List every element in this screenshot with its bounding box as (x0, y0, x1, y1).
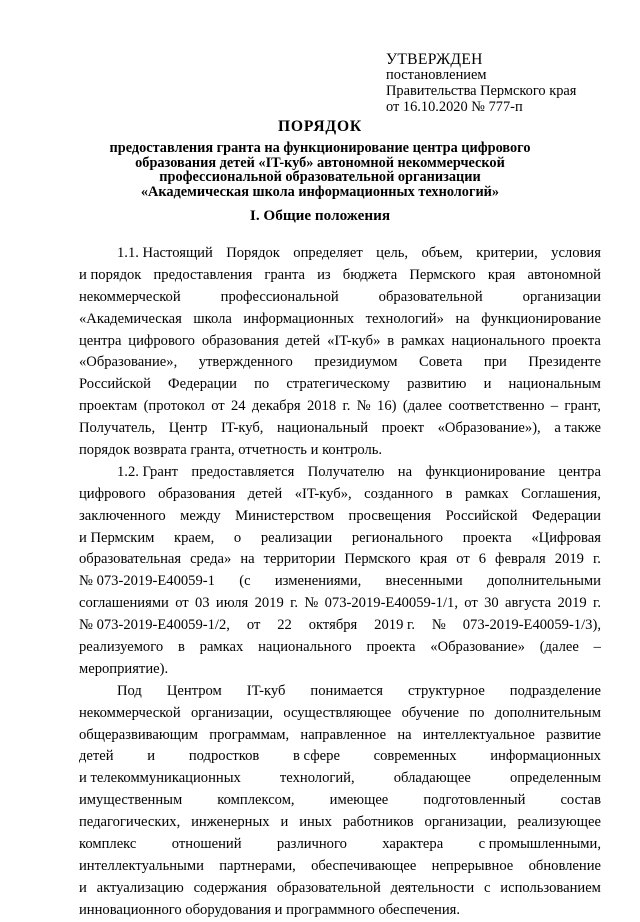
word: на (455, 310, 470, 327)
word: состав (560, 792, 601, 809)
word: цифрового (79, 485, 146, 502)
word: обеспечивающее (311, 857, 417, 874)
word: президиумом (314, 354, 398, 371)
word: 16) (377, 398, 397, 415)
word: определяет (293, 245, 363, 261)
text-line (79, 593, 601, 615)
word: объем, (421, 245, 463, 261)
word: комплексом, (217, 792, 295, 809)
word: информационных (243, 310, 355, 327)
text-line (79, 396, 601, 418)
word: среда» (190, 551, 232, 568)
word: обновление (528, 857, 601, 874)
word: некоммерческой (79, 704, 181, 721)
text-line (79, 265, 601, 287)
word: обучение (401, 704, 459, 721)
word: образования (201, 332, 279, 349)
word: – (593, 639, 601, 656)
word: различного (276, 836, 347, 853)
word: г. (592, 551, 601, 568)
word: – (550, 398, 559, 415)
word: регионального (351, 529, 444, 546)
text-line (79, 418, 601, 440)
word: определенным (509, 770, 601, 787)
approval-line: от 16.10.2020 № 777-п (386, 98, 523, 115)
subtitle-line: предоставления гранта на функционирование центра цифрового (109, 140, 531, 156)
word: края (419, 551, 448, 568)
word: Совета (419, 354, 463, 371)
word: современных (373, 748, 457, 765)
word: от (211, 398, 225, 415)
word: № 073-2019-Е40059-1/2, (79, 617, 230, 634)
text-line (79, 243, 601, 265)
word: детей (285, 332, 321, 349)
word: отношений (171, 836, 242, 853)
word: бюджета (342, 266, 398, 283)
word: IT-куб (246, 682, 286, 699)
text-line (79, 746, 601, 768)
word: организации (522, 288, 601, 305)
word: стратегическому (286, 376, 390, 393)
word: условия (551, 245, 601, 261)
subtitle-line: образования детей «IT-куб» автономной некоммерческой (135, 154, 505, 171)
word: развитие (546, 726, 601, 743)
word: школа (193, 310, 232, 327)
word: от (464, 595, 478, 612)
text-line (79, 900, 601, 922)
text-line (79, 462, 601, 484)
word: и порядок (79, 266, 142, 283)
word: национальным (508, 376, 601, 393)
word: № 073-2019-Е40059-1 (79, 573, 215, 590)
word: инженерных (191, 814, 270, 831)
word: и (483, 376, 492, 393)
word: развитию (407, 376, 467, 393)
word: о (233, 529, 242, 546)
word: образовательной (378, 288, 483, 305)
word: рамках (199, 639, 244, 656)
word: характера (382, 836, 444, 853)
word: рамках (465, 485, 509, 502)
word: на (397, 463, 413, 480)
word: а также (554, 420, 601, 437)
word: в (387, 332, 395, 349)
word: цель, (376, 245, 409, 261)
word: утвержденного (198, 354, 293, 371)
word: (далее (539, 639, 579, 656)
word: подразделение (509, 682, 601, 699)
word: обладающее (393, 770, 471, 787)
word: Российской (79, 376, 151, 393)
word: детей (79, 748, 114, 765)
word: IT-куб, (221, 420, 264, 437)
subtitle-line: профессиональной образовательной организации (159, 169, 481, 186)
word: Порядок (226, 245, 280, 261)
word: 30 (484, 595, 499, 612)
approval-line: постановлением (386, 67, 487, 83)
word: в сфере (293, 748, 340, 765)
word: организации, (424, 814, 507, 831)
word: программам, (209, 726, 290, 743)
text-line (79, 681, 601, 703)
word: центра (558, 463, 601, 480)
word: между (180, 507, 221, 524)
word: организации, (190, 704, 273, 721)
word: деятельности (390, 879, 475, 896)
word: (протокол (143, 398, 205, 415)
word: 22 (277, 617, 292, 634)
text-line (79, 834, 601, 856)
word: 6 (478, 551, 487, 568)
word: (с (239, 573, 251, 590)
text-line (79, 637, 601, 659)
text-line (79, 812, 601, 834)
text-line (79, 725, 601, 747)
word: общеразвивающим (79, 726, 199, 743)
word: и (280, 814, 289, 831)
word: краем, (174, 529, 215, 546)
word: «Академическая (79, 310, 182, 327)
word: осуществляющее (283, 704, 392, 721)
word: 1.2. Грант (117, 463, 179, 480)
word: 2019 г. (374, 617, 415, 634)
word: содержания (193, 879, 268, 896)
word: национального (451, 332, 546, 349)
word: реализующее (517, 814, 601, 831)
word: и (147, 748, 156, 765)
word: «IT-куб» (327, 332, 381, 349)
word: № (431, 617, 446, 634)
paragraph (79, 243, 601, 462)
word: Центр (168, 420, 208, 437)
word: соглашениями (79, 595, 169, 612)
word: «Образование»), (437, 420, 541, 437)
word: технологий, (279, 770, 355, 787)
word: дополнительными (486, 573, 601, 590)
word: реализации (260, 529, 333, 546)
word: на (240, 551, 255, 568)
word: рамках (400, 332, 445, 349)
word: Под (117, 682, 142, 699)
word: комплекс (79, 836, 137, 853)
word: предоставляется (191, 463, 295, 480)
word: от (456, 551, 470, 568)
document-body (79, 243, 601, 922)
text-line (79, 352, 601, 374)
word: 2019 (254, 595, 284, 612)
word: проекта (366, 639, 416, 656)
word: и телекоммуникационных (79, 770, 241, 787)
word: «Образование», (79, 354, 178, 371)
word: цифрового (128, 332, 195, 349)
word: иных (299, 814, 332, 831)
word: Получатель, (79, 420, 156, 437)
word: внесенными (385, 573, 463, 590)
word: детей (247, 485, 283, 502)
word: направленное (300, 726, 387, 743)
word: Президенте (528, 354, 601, 371)
text-line (79, 856, 601, 878)
word: имущественным (79, 792, 183, 809)
word: «Цифровая (531, 529, 601, 546)
word: территории (263, 551, 336, 568)
word: мероприятие). (79, 660, 169, 677)
word: Соглашения, (521, 485, 601, 502)
word: проект (381, 420, 424, 437)
word: непрерывное (431, 857, 514, 874)
word: подростков (188, 748, 260, 765)
word: заключенного (79, 507, 166, 524)
word: Пермского (409, 266, 476, 283)
word: из (317, 266, 331, 283)
approval-line: Правительства Пермского края (386, 82, 577, 99)
word: инновационного оборудования и программного обеспечения. (79, 901, 461, 918)
paragraph (79, 462, 601, 681)
word: с промышленными, (478, 836, 601, 853)
word: Российской (445, 507, 518, 524)
word: июля (215, 595, 249, 612)
word: понимается (310, 682, 383, 699)
word: февраля (495, 551, 546, 568)
word: Пермского (344, 551, 411, 568)
text-line (79, 615, 601, 637)
paragraph (79, 681, 601, 922)
word: г. (342, 398, 351, 415)
word: (далее (402, 398, 442, 415)
section-heading: I. Общие положения (249, 207, 391, 224)
word: подготовленный (423, 792, 526, 809)
word: на (397, 726, 412, 743)
word: педагогических, (79, 814, 181, 831)
text-line (79, 878, 601, 900)
text-line (79, 506, 601, 528)
word: образовательной (276, 879, 381, 896)
word: проектам (79, 398, 138, 415)
word: просвещения (348, 507, 432, 524)
word: по (469, 704, 485, 721)
word: образования (158, 485, 236, 502)
word: № (304, 595, 319, 612)
word: гранта (264, 266, 305, 283)
word: центра (79, 332, 122, 349)
word: «Образование» (430, 639, 525, 656)
text-line (79, 790, 601, 812)
word: «IT-куб», (294, 485, 352, 502)
text-line (79, 659, 601, 681)
word: информационных (490, 748, 601, 765)
subtitle-line: «Академическая школа информационных технологий» (140, 183, 500, 200)
word: и (79, 879, 87, 896)
word: 2019 (557, 595, 587, 612)
word: августа (505, 595, 552, 612)
text-line (79, 331, 601, 353)
word: функционирование (481, 310, 601, 327)
word: в (177, 639, 185, 656)
word: автономной (527, 266, 601, 283)
word: национального (258, 639, 352, 656)
text-line (79, 287, 601, 309)
word: интеллектуальное (422, 726, 535, 743)
document-title: ПОРЯДОК (277, 118, 363, 135)
approval-stamp (386, 51, 626, 115)
word: грант, (564, 398, 601, 415)
word: октября (308, 617, 358, 634)
word: декабря (251, 398, 301, 415)
word: по (254, 376, 270, 393)
word: технологий» (365, 310, 444, 327)
word: с (484, 879, 491, 896)
word: интеллектуальными (79, 857, 204, 874)
text-line (79, 768, 601, 790)
text-line (79, 549, 601, 571)
word: созданного (364, 485, 434, 502)
word: Федерации (168, 376, 237, 393)
word: работников (342, 814, 414, 831)
word: дополнительным (494, 704, 601, 721)
word: от (175, 595, 189, 612)
word: некоммерческой (79, 288, 181, 305)
word: имеющее (329, 792, 389, 809)
word: национальный (277, 420, 369, 437)
word: г. (592, 595, 601, 612)
text-line (79, 484, 601, 506)
text-line (79, 703, 601, 725)
word: использованием (500, 879, 601, 896)
text-line (79, 571, 601, 593)
word: в (445, 485, 453, 502)
word: при (483, 354, 507, 371)
word: актуализацию (96, 879, 184, 896)
word: Министерством (235, 507, 335, 524)
word: 2019 (554, 551, 584, 568)
word: партнерами, (219, 857, 296, 874)
word: 1.1. Настоящий (117, 245, 213, 261)
word: проекта (551, 332, 601, 349)
word: № (356, 398, 371, 415)
word: 24 (231, 398, 246, 415)
word: изменениями, (274, 573, 362, 590)
word: порядок возврата гранта, отчетность и контроль. (79, 442, 383, 459)
word: г. (290, 595, 299, 612)
word: соответственно (448, 398, 545, 415)
word: от (246, 617, 261, 634)
word: проекта (462, 529, 512, 546)
document-subtitle (0, 141, 640, 199)
word: 073-2019-Е40059-1/3), (462, 617, 601, 634)
word: реализуемого (79, 639, 164, 656)
word: Получателю (307, 463, 385, 480)
word: и Пермским (79, 529, 155, 546)
word: Федерации (532, 507, 601, 524)
word: Центром (166, 682, 222, 699)
word: критерии, (476, 245, 538, 261)
word: края (487, 266, 516, 283)
word: 03 (194, 595, 210, 612)
word: 2018 (306, 398, 337, 415)
word: структурное (407, 682, 485, 699)
text-line (79, 440, 601, 462)
word: функционирование (425, 463, 546, 480)
word: образовательная (79, 551, 182, 568)
word: предоставления (153, 266, 253, 283)
text-line (79, 528, 601, 550)
approval-heading: УТВЕРЖДЕН (386, 51, 483, 68)
text-line (79, 374, 601, 396)
text-line (79, 309, 601, 331)
word: 073-2019-Е40059-1/1, (324, 595, 458, 612)
word: профессиональной (220, 288, 339, 305)
